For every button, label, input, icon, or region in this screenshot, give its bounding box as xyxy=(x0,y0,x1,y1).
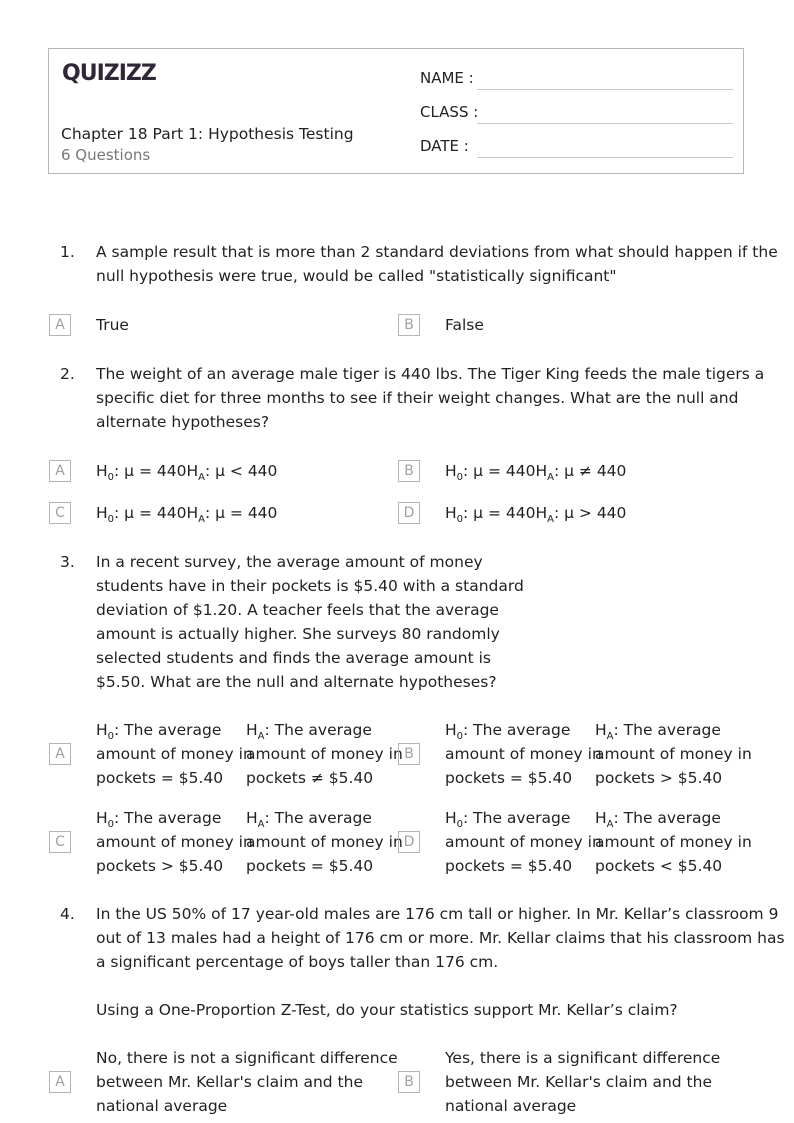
sym-sub-zero: 0 xyxy=(456,472,464,484)
option-line: Yes, there is a significant difference xyxy=(445,1049,721,1067)
hyp-line: amount of money in xyxy=(246,833,403,851)
class-line[interactable] xyxy=(477,123,733,124)
name-field[interactable] xyxy=(420,69,733,89)
alt-hypothesis-column[interactable] xyxy=(595,718,752,790)
question-line: a significant percentage of boys taller than 176 cm. xyxy=(96,953,499,971)
sym-sub-a: A xyxy=(257,819,265,831)
hyp-line: amount of money in xyxy=(445,745,602,763)
option-letter-box[interactable]: D xyxy=(398,831,420,853)
option-letter-box[interactable]: C xyxy=(49,502,71,524)
question-line: amount is actually higher. She surveys 80 randomly xyxy=(96,625,500,643)
hyp-line: amount of money in xyxy=(246,745,403,763)
hyp-line: pockets ≠ $5.40 xyxy=(246,769,374,787)
question-line: specific diet for three months to see if their weight changes. What are the null and xyxy=(96,389,739,407)
question-count: 6 Questions xyxy=(61,146,151,164)
sym-sub-zero: 0 xyxy=(456,514,464,526)
question-text xyxy=(96,362,764,434)
hyp-line: amount of money in xyxy=(96,745,253,763)
hyp-line: pockets > $5.40 xyxy=(96,857,224,875)
sym-h: H xyxy=(246,721,258,739)
sym-sub-a: A xyxy=(198,514,205,526)
option-line: No, there is not a significant difference xyxy=(96,1049,398,1067)
alt-hypothesis-column[interactable] xyxy=(246,806,403,878)
option-letter-box[interactable]: A xyxy=(49,460,71,482)
question-text xyxy=(96,902,785,974)
sym-h: H xyxy=(535,462,548,480)
sym-sub-zero: 0 xyxy=(107,731,115,743)
hyp-line: pockets < $5.40 xyxy=(595,857,723,875)
alt-hypothesis-column[interactable] xyxy=(595,806,752,878)
alt-hypothesis: : μ = 440 xyxy=(204,504,278,522)
null-hypothesis-column[interactable] xyxy=(96,718,253,790)
sym-h: H xyxy=(186,504,199,522)
sym-sub-a: A xyxy=(198,472,205,484)
hyp-line: amount of money in xyxy=(96,833,253,851)
question-line: null hypothesis were true, would be called "statistically significant" xyxy=(96,267,617,285)
option-letter-box[interactable]: B xyxy=(398,743,420,765)
sym-sub-a: A xyxy=(606,731,614,743)
alt-hypothesis-column[interactable] xyxy=(246,718,403,790)
question-line: In the US 50% of 17 year-old males are 176 cm tall or higher. In Mr. Kellar’s classroom 9 xyxy=(96,905,779,923)
hyp-line: : The average xyxy=(264,721,372,739)
option-line: national average xyxy=(445,1097,577,1115)
hyp-line: : The average xyxy=(463,809,571,827)
option-text[interactable] xyxy=(445,501,626,525)
sym-h: H xyxy=(445,462,457,480)
option-text[interactable] xyxy=(96,459,277,483)
option-line: between Mr. Kellar's claim and the xyxy=(96,1073,363,1091)
alt-hypothesis: : μ > 440 xyxy=(553,504,627,522)
question-line: A sample result that is more than 2 standard deviations from what should happen if the xyxy=(96,243,778,261)
sym-h: H xyxy=(445,504,457,522)
question-number: 2. xyxy=(60,365,75,383)
hyp-line: : The average xyxy=(613,721,721,739)
option-letter-box[interactable]: A xyxy=(49,314,71,336)
hyp-line: pockets = $5.40 xyxy=(96,769,224,787)
question-number: 4. xyxy=(60,905,75,923)
sym-h: H xyxy=(96,809,108,827)
date-label: DATE : xyxy=(420,137,469,155)
sym-h: H xyxy=(445,809,457,827)
sym-sub-a: A xyxy=(606,819,614,831)
null-hypothesis: : μ = 440 xyxy=(463,504,536,522)
null-hypothesis: : μ = 440 xyxy=(114,504,187,522)
sym-sub-a: A xyxy=(257,731,265,743)
option-letter-box[interactable]: A xyxy=(49,743,71,765)
option-letter-box[interactable]: B xyxy=(398,460,420,482)
hyp-line: pockets > $5.40 xyxy=(595,769,723,787)
date-line[interactable] xyxy=(477,157,733,158)
option-letter-box[interactable]: B xyxy=(398,314,420,336)
sym-h: H xyxy=(445,721,457,739)
worksheet-header xyxy=(48,48,744,174)
null-hypothesis-column[interactable] xyxy=(445,718,602,790)
option-line: national average xyxy=(96,1097,228,1115)
hyp-line: : The average xyxy=(114,809,222,827)
option-text[interactable] xyxy=(96,1046,398,1118)
question-line: out of 13 males had a height of 176 cm or more. Mr. Kellar claims that his classroom has xyxy=(96,929,785,947)
sym-sub-a: A xyxy=(547,472,554,484)
question-text xyxy=(96,240,778,288)
sym-sub-a: A xyxy=(547,514,554,526)
question-line: students have in their pockets is $5.40 with a standard xyxy=(96,577,524,595)
class-field[interactable] xyxy=(420,103,733,123)
option-text[interactable]: False xyxy=(445,316,484,334)
option-letter-box[interactable]: D xyxy=(398,502,420,524)
question-line: In a recent survey, the average amount of money xyxy=(96,553,483,571)
question-number: 3. xyxy=(60,553,75,571)
hyp-line: amount of money in xyxy=(445,833,602,851)
question-prompt: Using a One-Proportion Z-Test, do your statistics support Mr. Kellar’s claim? xyxy=(96,1001,678,1019)
class-label: CLASS : xyxy=(420,103,479,121)
sym-h: H xyxy=(595,721,607,739)
question-number: 1. xyxy=(60,243,75,261)
date-field[interactable] xyxy=(420,137,733,157)
option-text[interactable] xyxy=(96,501,277,525)
sym-h: H xyxy=(595,809,607,827)
null-hypothesis: : μ = 440 xyxy=(114,462,187,480)
option-letter-box[interactable]: B xyxy=(398,1071,420,1093)
name-line[interactable] xyxy=(477,89,733,90)
sym-sub-zero: 0 xyxy=(456,819,464,831)
option-text[interactable] xyxy=(445,459,626,483)
sym-h: H xyxy=(535,504,548,522)
sym-sub-zero: 0 xyxy=(456,731,464,743)
null-hypothesis-column[interactable] xyxy=(445,806,602,878)
sym-h: H xyxy=(96,721,108,739)
sym-h: H xyxy=(96,462,108,480)
sym-sub-zero: 0 xyxy=(107,819,115,831)
question-line: deviation of $1.20. A teacher feels that the average xyxy=(96,601,499,619)
option-letter-box[interactable]: C xyxy=(49,831,71,853)
hyp-line: : The average xyxy=(264,809,372,827)
option-text[interactable] xyxy=(445,1046,720,1118)
hyp-line: : The average xyxy=(114,721,222,739)
question-line: $5.50. What are the null and alternate hypotheses? xyxy=(96,673,497,691)
question-line: The weight of an average male tiger is 440 lbs. The Tiger King feeds the male tigers a xyxy=(96,365,765,383)
hyp-line: : The average xyxy=(463,721,571,739)
question-text xyxy=(96,550,524,694)
hyp-line: amount of money in xyxy=(595,745,752,763)
question-line: alternate hypotheses? xyxy=(96,413,270,431)
alt-hypothesis: : μ < 440 xyxy=(204,462,278,480)
null-hypothesis: : μ = 440 xyxy=(463,462,536,480)
question-line: selected students and finds the average amount is xyxy=(96,649,491,667)
option-line: between Mr. Kellar's claim and the xyxy=(445,1073,712,1091)
sym-h: H xyxy=(186,462,199,480)
alt-hypothesis: : μ ≠ 440 xyxy=(553,462,627,480)
sym-h: H xyxy=(246,809,258,827)
worksheet-title: Chapter 18 Part 1: Hypothesis Testing xyxy=(61,125,354,143)
option-text[interactable]: True xyxy=(96,316,129,334)
null-hypothesis-column[interactable] xyxy=(96,806,253,878)
quizizz-logo: QUIZIZZ xyxy=(62,61,156,86)
hyp-line: pockets = $5.40 xyxy=(445,769,573,787)
sym-sub-zero: 0 xyxy=(107,514,115,526)
hyp-line: pockets = $5.40 xyxy=(445,857,573,875)
name-label: NAME : xyxy=(420,69,474,87)
hyp-line: : The average xyxy=(613,809,721,827)
sym-sub-zero: 0 xyxy=(107,472,115,484)
sym-h: H xyxy=(96,504,108,522)
hyp-line: pockets = $5.40 xyxy=(246,857,374,875)
hyp-line: amount of money in xyxy=(595,833,752,851)
option-letter-box[interactable]: A xyxy=(49,1071,71,1093)
